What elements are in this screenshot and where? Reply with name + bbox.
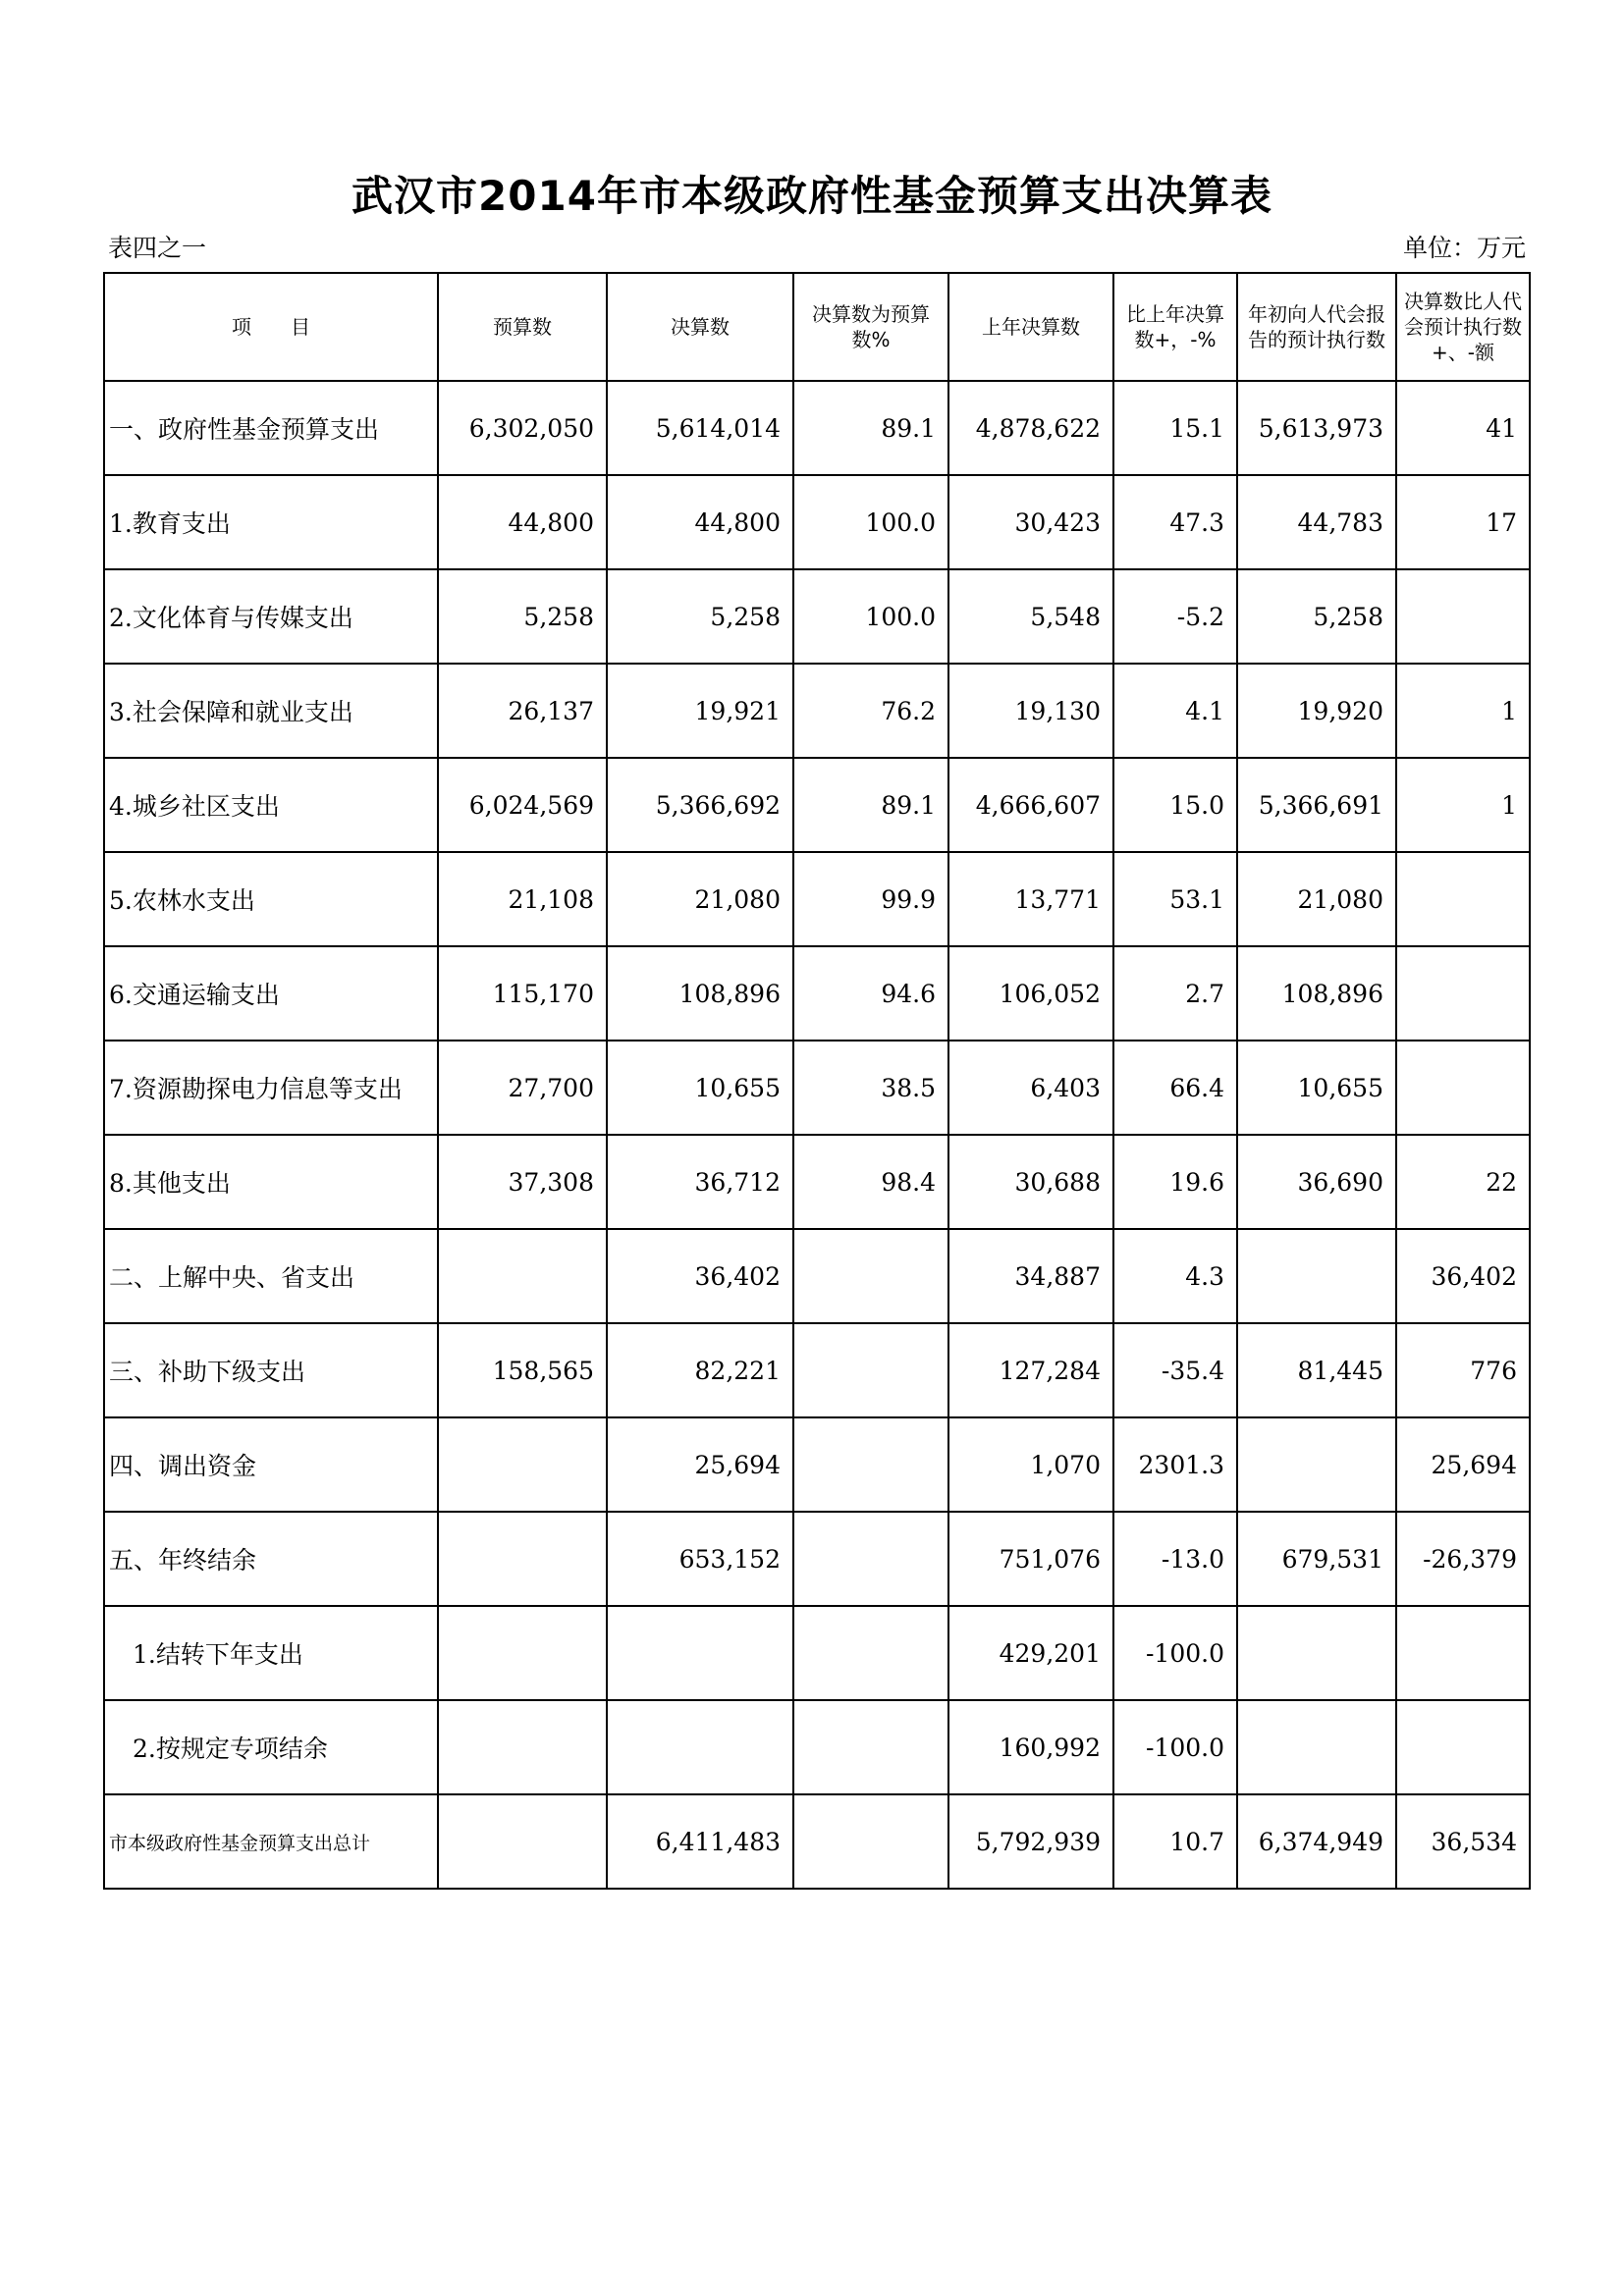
row-label: 三、补助下级支出 <box>104 1323 438 1417</box>
table-row <box>104 1323 1530 1417</box>
pct-cell: 99.9 <box>793 852 948 946</box>
npc-estimate-cell: 5,258 <box>1237 569 1396 664</box>
last-year-cell: 5,792,939 <box>948 1794 1113 1889</box>
table-row <box>104 946 1530 1041</box>
diff-cell <box>1396 569 1530 664</box>
pct-cell <box>793 1794 948 1889</box>
row-label: 2.文化体育与传媒支出 <box>104 569 438 664</box>
diff-cell: 41 <box>1396 381 1530 475</box>
yoy-cell: 66.4 <box>1113 1041 1237 1135</box>
pct-cell: 89.1 <box>793 381 948 475</box>
table-row <box>104 664 1530 758</box>
row-label: 4.城乡社区支出 <box>104 758 438 852</box>
last-year-cell: 751,076 <box>948 1512 1113 1606</box>
final-cell <box>607 1606 793 1700</box>
pct-cell: 94.6 <box>793 946 948 1041</box>
row-label: 一、政府性基金预算支出 <box>104 381 438 475</box>
row-label: 二、上解中央、省支出 <box>104 1229 438 1323</box>
npc-estimate-cell: 81,445 <box>1237 1323 1396 1417</box>
diff-cell: 17 <box>1396 475 1530 569</box>
diff-cell <box>1396 946 1530 1041</box>
table-row <box>104 1041 1530 1135</box>
last-year-cell: 34,887 <box>948 1229 1113 1323</box>
final-cell: 108,896 <box>607 946 793 1041</box>
pct-cell <box>793 1700 948 1794</box>
header-last-year: 上年决算数 <box>948 273 1113 381</box>
last-year-cell: 160,992 <box>948 1700 1113 1794</box>
header-diff-npc: 决算数比人代会预计执行数+、-额 <box>1396 273 1530 381</box>
row-label: 8.其他支出 <box>104 1135 438 1229</box>
budget-cell <box>438 1229 607 1323</box>
row-label: 1.教育支出 <box>104 475 438 569</box>
last-year-cell: 106,052 <box>948 946 1113 1041</box>
final-cell: 5,366,692 <box>607 758 793 852</box>
table-row-total <box>104 1794 1530 1889</box>
table-row <box>104 1135 1530 1229</box>
budget-cell <box>438 1700 607 1794</box>
budget-cell: 27,700 <box>438 1041 607 1135</box>
final-cell: 25,694 <box>607 1417 793 1512</box>
final-cell: 21,080 <box>607 852 793 946</box>
last-year-cell: 30,423 <box>948 475 1113 569</box>
row-label: 四、调出资金 <box>104 1417 438 1512</box>
npc-estimate-cell: 19,920 <box>1237 664 1396 758</box>
pct-cell: 98.4 <box>793 1135 948 1229</box>
page-title: 武汉市2014年市本级政府性基金预算支出决算表 <box>352 172 1272 220</box>
last-year-cell: 19,130 <box>948 664 1113 758</box>
header-npc-estimate: 年初向人代会报告的预计执行数 <box>1237 273 1396 381</box>
budget-cell <box>438 1417 607 1512</box>
diff-cell <box>1396 1606 1530 1700</box>
header-yoy-pct: 比上年决算数+，-% <box>1113 273 1237 381</box>
pct-cell: 100.0 <box>793 475 948 569</box>
row-label: 五、年终结余 <box>104 1512 438 1606</box>
yoy-cell: -100.0 <box>1113 1606 1237 1700</box>
final-cell: 6,411,483 <box>607 1794 793 1889</box>
final-cell <box>607 1700 793 1794</box>
last-year-cell: 13,771 <box>948 852 1113 946</box>
final-cell: 36,712 <box>607 1135 793 1229</box>
table-number: 表四之一 <box>108 234 207 262</box>
npc-estimate-cell <box>1237 1606 1396 1700</box>
yoy-cell: -35.4 <box>1113 1323 1237 1417</box>
pct-cell: 89.1 <box>793 758 948 852</box>
last-year-cell: 4,878,622 <box>948 381 1113 475</box>
diff-cell <box>1396 852 1530 946</box>
npc-estimate-cell: 44,783 <box>1237 475 1396 569</box>
npc-estimate-cell: 5,613,973 <box>1237 381 1396 475</box>
npc-estimate-cell: 21,080 <box>1237 852 1396 946</box>
budget-cell: 115,170 <box>438 946 607 1041</box>
row-label: 7.资源勘探电力信息等支出 <box>104 1041 438 1135</box>
yoy-cell: 53.1 <box>1113 852 1237 946</box>
yoy-cell: -5.2 <box>1113 569 1237 664</box>
yoy-cell: 2.7 <box>1113 946 1237 1041</box>
npc-estimate-cell: 5,366,691 <box>1237 758 1396 852</box>
last-year-cell: 6,403 <box>948 1041 1113 1135</box>
table-row <box>104 381 1530 475</box>
table-row <box>104 1512 1530 1606</box>
last-year-cell: 1,070 <box>948 1417 1113 1512</box>
npc-estimate-cell: 108,896 <box>1237 946 1396 1041</box>
table-row <box>104 758 1530 852</box>
yoy-cell: 15.1 <box>1113 381 1237 475</box>
yoy-cell: -13.0 <box>1113 1512 1237 1606</box>
final-cell: 5,614,014 <box>607 381 793 475</box>
budget-cell <box>438 1794 607 1889</box>
diff-cell: 776 <box>1396 1323 1530 1417</box>
budget-cell: 26,137 <box>438 664 607 758</box>
budget-cell: 5,258 <box>438 569 607 664</box>
last-year-cell: 30,688 <box>948 1135 1113 1229</box>
final-cell: 10,655 <box>607 1041 793 1135</box>
table-row <box>104 569 1530 664</box>
table-row <box>104 1700 1530 1794</box>
pct-cell <box>793 1512 948 1606</box>
row-label: 5.农林水支出 <box>104 852 438 946</box>
unit-label: 单位：万元 <box>1402 234 1526 262</box>
diff-cell: 25,694 <box>1396 1417 1530 1512</box>
budget-cell: 44,800 <box>438 475 607 569</box>
header-item: 项 目 <box>104 273 438 381</box>
row-label: 2.按规定专项结余 <box>104 1700 438 1794</box>
diff-cell: 36,534 <box>1396 1794 1530 1889</box>
last-year-cell: 4,666,607 <box>948 758 1113 852</box>
yoy-cell: -100.0 <box>1113 1700 1237 1794</box>
yoy-cell: 2301.3 <box>1113 1417 1237 1512</box>
pct-cell <box>793 1417 948 1512</box>
pct-cell <box>793 1323 948 1417</box>
budget-cell: 6,302,050 <box>438 381 607 475</box>
budget-table <box>103 272 1531 1890</box>
table-row <box>104 852 1530 946</box>
row-label: 6.交通运输支出 <box>104 946 438 1041</box>
last-year-cell: 429,201 <box>948 1606 1113 1700</box>
npc-estimate-cell: 6,374,949 <box>1237 1794 1396 1889</box>
yoy-cell: 15.0 <box>1113 758 1237 852</box>
npc-estimate-cell: 36,690 <box>1237 1135 1396 1229</box>
table-row <box>104 475 1530 569</box>
final-cell: 5,258 <box>607 569 793 664</box>
pct-cell: 38.5 <box>793 1041 948 1135</box>
diff-cell <box>1396 1041 1530 1135</box>
npc-estimate-cell <box>1237 1700 1396 1794</box>
table-row <box>104 1417 1530 1512</box>
yoy-cell: 4.1 <box>1113 664 1237 758</box>
header-final: 决算数 <box>607 273 793 381</box>
npc-estimate-cell: 10,655 <box>1237 1041 1396 1135</box>
diff-cell: 1 <box>1396 758 1530 852</box>
pct-cell: 76.2 <box>793 664 948 758</box>
budget-cell: 158,565 <box>438 1323 607 1417</box>
budget-cell: 37,308 <box>438 1135 607 1229</box>
yoy-cell: 4.3 <box>1113 1229 1237 1323</box>
npc-estimate-cell: 679,531 <box>1237 1512 1396 1606</box>
table-row <box>104 1229 1530 1323</box>
last-year-cell: 5,548 <box>948 569 1113 664</box>
last-year-cell: 127,284 <box>948 1323 1113 1417</box>
diff-cell <box>1396 1700 1530 1794</box>
budget-cell <box>438 1512 607 1606</box>
diff-cell: 1 <box>1396 664 1530 758</box>
row-label: 3.社会保障和就业支出 <box>104 664 438 758</box>
budget-cell <box>438 1606 607 1700</box>
row-label: 市本级政府性基金预算支出总计 <box>104 1794 438 1889</box>
diff-cell: -26,379 <box>1396 1512 1530 1606</box>
diff-cell: 36,402 <box>1396 1229 1530 1323</box>
final-cell: 44,800 <box>607 475 793 569</box>
budget-cell: 21,108 <box>438 852 607 946</box>
final-cell: 19,921 <box>607 664 793 758</box>
final-cell: 82,221 <box>607 1323 793 1417</box>
header-pct-of-budget: 决算数为预算数% <box>793 273 948 381</box>
pct-cell <box>793 1606 948 1700</box>
table-row <box>104 1606 1530 1700</box>
yoy-cell: 47.3 <box>1113 475 1237 569</box>
row-label: 1.结转下年支出 <box>104 1606 438 1700</box>
pct-cell <box>793 1229 948 1323</box>
yoy-cell: 10.7 <box>1113 1794 1237 1889</box>
npc-estimate-cell <box>1237 1417 1396 1512</box>
header-budget: 预算数 <box>438 273 607 381</box>
final-cell: 36,402 <box>607 1229 793 1323</box>
diff-cell: 22 <box>1396 1135 1530 1229</box>
budget-cell: 6,024,569 <box>438 758 607 852</box>
pct-cell: 100.0 <box>793 569 948 664</box>
table-header-row <box>104 273 1530 381</box>
final-cell: 653,152 <box>607 1512 793 1606</box>
npc-estimate-cell <box>1237 1229 1396 1323</box>
yoy-cell: 19.6 <box>1113 1135 1237 1229</box>
